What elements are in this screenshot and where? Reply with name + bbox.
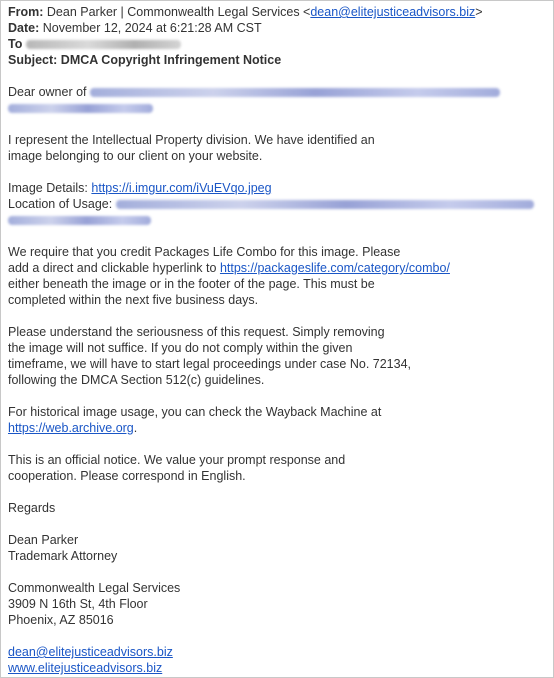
para-warning-line-1: Please understand the seriousness of this request. Simply removing <box>8 325 385 339</box>
from-label: From: <box>8 5 44 19</box>
location-url-redacted[interactable] <box>116 200 534 209</box>
para-wayback <box>8 404 548 436</box>
org-address-1: 3909 N 16th St, 4th Floor <box>8 597 148 611</box>
date-line <box>8 20 548 36</box>
wayback-period: . <box>133 421 138 435</box>
from-close: > <box>475 5 483 19</box>
image-details-label: Image Details: <box>8 181 88 195</box>
subject-label: Subject: <box>8 53 58 67</box>
para-credit-line-3: either beneath the image or in the footer of the page. This must be <box>8 277 375 291</box>
credit-link[interactable]: https://packageslife.com/category/combo/ <box>219 261 450 275</box>
org-block <box>8 580 548 628</box>
site-url-redacted-2[interactable] <box>8 104 153 113</box>
greeting-line <box>8 84 548 100</box>
from-value: Dean Parker | Commonwealth Legal Services < <box>46 5 311 19</box>
signature-title: Trademark Attorney <box>8 549 118 563</box>
signature-block <box>8 532 548 564</box>
org-name: Commonwealth Legal Services <box>8 581 181 595</box>
email-content <box>8 4 548 676</box>
para-warning <box>8 324 548 388</box>
para-credit <box>8 244 548 308</box>
image-details-link[interactable]: https://i.imgur.com/iVuEVqo.jpeg <box>91 181 272 195</box>
para-credit-line-2: add a direct and clickable hyperlink to <box>8 261 217 275</box>
subject-value: DMCA Copyright Infringement Notice <box>60 53 282 67</box>
location-label: Location of Usage: <box>8 197 113 211</box>
para-wayback-line-1: For historical image usage, you can check the Wayback Machine at <box>8 405 382 419</box>
regards: Regards <box>8 501 56 515</box>
para-intro-line-2: image belonging to our client on your website. <box>8 149 263 163</box>
from-line <box>8 4 548 20</box>
signature-website-link[interactable]: www.elitejusticeadvisors.biz <box>8 661 163 675</box>
location-url-redacted-2[interactable] <box>8 216 151 225</box>
para-warning-line-3: timeframe, we will have to start legal proceedings under case No. 72134, <box>8 357 411 371</box>
to-line <box>8 36 548 52</box>
para-official <box>8 452 548 484</box>
greeting-line-2 <box>8 100 548 116</box>
contact-block <box>8 644 548 676</box>
date-label: Date: <box>8 21 40 35</box>
para-credit-line-1: We require that you credit Packages Life Combo for this image. Please <box>8 245 401 259</box>
para-official-line-2: cooperation. Please correspond in English. <box>8 469 246 483</box>
to-redacted <box>26 40 181 49</box>
org-address-2: Phoenix, AZ 85016 <box>8 613 114 627</box>
from-email-link[interactable]: dean@elitejusticeadvisors.biz <box>310 5 476 19</box>
para-credit-line-4: completed within the next five business days. <box>8 293 259 307</box>
image-details-line <box>8 180 548 196</box>
para-intro-line-1: I represent the Intellectual Property division. We have identified an <box>8 133 375 147</box>
location-line-2 <box>8 212 548 228</box>
signature-name: Dean Parker <box>8 533 79 547</box>
greeting-text: Dear owner of <box>8 85 87 99</box>
para-official-line-1: This is an official notice. We value your prompt response and <box>8 453 346 467</box>
site-url-redacted[interactable] <box>90 88 500 97</box>
to-label: To <box>8 37 23 51</box>
location-line <box>8 196 548 212</box>
date-value: November 12, 2024 at 6:21:28 AM CST <box>42 21 262 35</box>
para-warning-line-4: following the DMCA Section 512(c) guidelines. <box>8 373 265 387</box>
para-warning-line-2: the image will not suffice. If you do not comply within the given <box>8 341 353 355</box>
signature-email-link[interactable]: dean@elitejusticeadvisors.biz <box>8 645 173 659</box>
wayback-link[interactable]: https://web.archive.org <box>8 421 134 435</box>
para-intro <box>8 132 548 164</box>
subject-line <box>8 52 548 68</box>
